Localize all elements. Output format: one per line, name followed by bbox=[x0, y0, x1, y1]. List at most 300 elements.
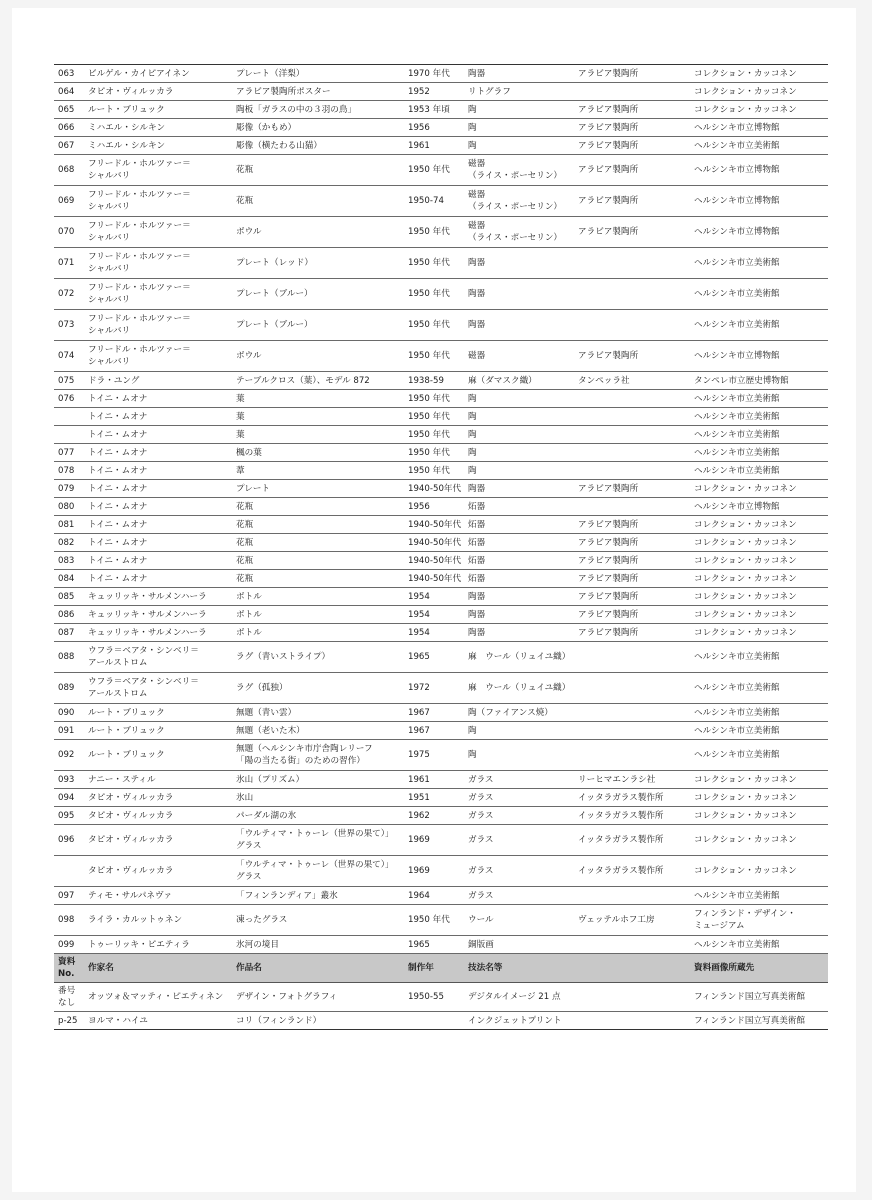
cell-artist bbox=[84, 408, 232, 426]
owner-text: ヘルシンキ市立美術館 bbox=[694, 725, 780, 736]
year-text: 1970 年代 bbox=[408, 68, 450, 79]
maker-text: イッタラガラス製作所 bbox=[578, 792, 664, 803]
artwork-list-table bbox=[54, 64, 828, 1030]
cell-no bbox=[54, 119, 84, 137]
cell-no bbox=[54, 606, 84, 624]
artist-text: トイニ・ムオナ bbox=[88, 465, 148, 476]
maker-text: アラビア製陶所 bbox=[578, 591, 639, 602]
title-text: 無題（ヘルシンキ市庁舎陶レリーフ 「陽の当たる街」のための習作） bbox=[236, 744, 373, 766]
cell-owner bbox=[690, 936, 828, 954]
title-text: ボウル bbox=[236, 351, 262, 361]
cell-year bbox=[404, 588, 464, 606]
title-text: プレート（レッド） bbox=[236, 258, 313, 268]
table-row bbox=[54, 341, 828, 372]
cell-owner bbox=[690, 807, 828, 825]
cell-no bbox=[54, 462, 84, 480]
cell-no bbox=[54, 887, 84, 905]
owner-text: コレクション・カッコネン bbox=[694, 774, 797, 785]
cell-artist bbox=[84, 186, 232, 217]
title-text: デザイン・フォトグラフィ bbox=[236, 992, 338, 1002]
cell-technique bbox=[464, 155, 574, 186]
table-row bbox=[54, 552, 828, 570]
technique-text: 麻（ダマスク織） bbox=[468, 375, 537, 386]
year-text: 制作年 bbox=[408, 963, 434, 973]
cell-owner bbox=[690, 983, 828, 1012]
technique-text: デジタルイメージ 21 点 bbox=[468, 992, 561, 1002]
table-row bbox=[54, 722, 828, 740]
cell-maker bbox=[574, 606, 690, 624]
cell-year bbox=[404, 372, 464, 390]
cell-maker bbox=[574, 570, 690, 588]
artist-text: タピオ・ヴィルッカラ bbox=[88, 810, 174, 821]
cell-year bbox=[404, 771, 464, 789]
cell-maker bbox=[574, 936, 690, 954]
no-text: 079 bbox=[58, 483, 75, 494]
cell-technique bbox=[464, 825, 574, 856]
cell-no bbox=[54, 740, 84, 771]
technique-text: 炻器 bbox=[468, 573, 486, 584]
maker-text: アラビア製陶所 bbox=[578, 165, 639, 175]
owner-text: コレクション・カッコネン bbox=[694, 555, 797, 566]
cell-owner bbox=[690, 279, 828, 310]
cell-technique bbox=[464, 1012, 574, 1030]
no-text: 資料 No. bbox=[58, 957, 76, 979]
maker-text: アラビア製陶所 bbox=[578, 351, 639, 361]
cell-owner bbox=[690, 606, 828, 624]
artist-text: ミハエル・シルキン bbox=[88, 140, 166, 151]
owner-text: コレクション・カッコネン bbox=[694, 627, 797, 638]
cell-title bbox=[232, 887, 404, 905]
owner-text: ヘルシンキ市立博物館 bbox=[694, 227, 780, 237]
maker-text: リーヒマエンラシ社 bbox=[578, 774, 656, 785]
owner-text: コレクション・カッコネン bbox=[694, 792, 797, 803]
cell-owner bbox=[690, 101, 828, 119]
title-text: 氷山（プリズム） bbox=[236, 774, 305, 785]
cell-title bbox=[232, 310, 404, 341]
no-text: 068 bbox=[58, 165, 75, 175]
no-text: 099 bbox=[58, 939, 75, 950]
table-row bbox=[54, 119, 828, 137]
owner-text: ヘルシンキ市立美術館 bbox=[694, 393, 780, 404]
cell-maker bbox=[574, 552, 690, 570]
cell-no bbox=[54, 101, 84, 119]
technique-text: 陶器 bbox=[468, 591, 486, 602]
cell-maker bbox=[574, 954, 690, 983]
no-text: 069 bbox=[58, 196, 75, 206]
cell-no bbox=[54, 534, 84, 552]
cell-technique bbox=[464, 462, 574, 480]
table-row bbox=[54, 279, 828, 310]
title-text: 花瓶 bbox=[236, 573, 254, 584]
technique-text: ウール bbox=[468, 915, 494, 925]
artist-text: トイニ・ムオナ bbox=[88, 501, 148, 512]
cell-technique bbox=[464, 65, 574, 83]
cell-artist bbox=[84, 624, 232, 642]
cell-maker bbox=[574, 498, 690, 516]
cell-title bbox=[232, 552, 404, 570]
technique-text: リトグラフ bbox=[468, 86, 511, 97]
cell-owner bbox=[690, 217, 828, 248]
owner-text: フィンランド・デザイン・ ミュージアム bbox=[694, 909, 796, 931]
cell-maker bbox=[574, 65, 690, 83]
year-text: 1964 bbox=[408, 890, 430, 901]
no-text: 086 bbox=[58, 609, 75, 620]
owner-text: コレクション・カッコネン bbox=[694, 835, 797, 845]
year-text: 1940-50年代 bbox=[408, 483, 462, 494]
title-text: 無題（青い雲） bbox=[236, 707, 297, 718]
cell-no bbox=[54, 771, 84, 789]
technique-text: 陶 bbox=[468, 750, 477, 760]
artist-text: フリードル・ホルツァー＝ シャルバリ bbox=[88, 314, 191, 336]
owner-text: ヘルシンキ市立美術館 bbox=[694, 447, 780, 458]
cell-owner bbox=[690, 137, 828, 155]
year-text: 1954 bbox=[408, 627, 430, 638]
year-text: 1967 bbox=[408, 707, 430, 718]
cell-technique bbox=[464, 119, 574, 137]
owner-text: ヘルシンキ市立美術館 bbox=[694, 939, 780, 950]
cell-owner bbox=[690, 186, 828, 217]
owner-text: ヘルシンキ市立美術館 bbox=[694, 465, 780, 476]
cell-year bbox=[404, 498, 464, 516]
cell-title bbox=[232, 983, 404, 1012]
technique-text: 陶器 bbox=[468, 258, 486, 268]
cell-technique bbox=[464, 552, 574, 570]
cell-owner bbox=[690, 771, 828, 789]
cell-year bbox=[404, 248, 464, 279]
year-text: 1953 年頃 bbox=[408, 104, 450, 115]
technique-text: ガラス bbox=[468, 792, 494, 803]
cell-owner bbox=[690, 570, 828, 588]
owner-text: ヘルシンキ市立美術館 bbox=[694, 320, 780, 330]
cell-maker bbox=[574, 789, 690, 807]
cell-owner bbox=[690, 1012, 828, 1030]
cell-technique bbox=[464, 887, 574, 905]
title-text: 陶板「ガラスの中の３羽の鳥」 bbox=[236, 104, 357, 115]
cell-year bbox=[404, 186, 464, 217]
table-row bbox=[54, 248, 828, 279]
table-row bbox=[54, 887, 828, 905]
cell-artist bbox=[84, 155, 232, 186]
cell-technique bbox=[464, 807, 574, 825]
title-text: ボトル bbox=[236, 609, 262, 620]
artist-text: フリードル・ホルツァー＝ シャルバリ bbox=[88, 190, 191, 212]
owner-text: ヘルシンキ市立博物館 bbox=[694, 122, 780, 133]
table-row bbox=[54, 408, 828, 426]
cell-title bbox=[232, 740, 404, 771]
year-text: 1950 年代 bbox=[408, 465, 450, 476]
year-text: 1940-50年代 bbox=[408, 555, 462, 566]
year-text: 1950 年代 bbox=[408, 227, 450, 237]
cell-maker bbox=[574, 372, 690, 390]
cell-year bbox=[404, 83, 464, 101]
technique-text: 麻 ウール（リュイユ織） bbox=[468, 683, 571, 693]
no-text: 094 bbox=[58, 792, 75, 803]
cell-title bbox=[232, 936, 404, 954]
owner-text: ヘルシンキ市立美術館 bbox=[694, 652, 780, 662]
artist-text: トイニ・ムオナ bbox=[88, 519, 148, 530]
table-row bbox=[54, 186, 828, 217]
no-text: 071 bbox=[58, 258, 75, 268]
cell-owner bbox=[690, 310, 828, 341]
cell-title bbox=[232, 673, 404, 704]
technique-text: 陶 bbox=[468, 725, 477, 736]
year-text: 1950 年代 bbox=[408, 165, 450, 175]
cell-year bbox=[404, 516, 464, 534]
technique-text: 炻器 bbox=[468, 501, 486, 512]
cell-year bbox=[404, 534, 464, 552]
technique-text: 磁器 （ライス・ポーセリン） bbox=[468, 190, 563, 212]
cell-artist bbox=[84, 954, 232, 983]
artist-text: フリードル・ホルツァー＝ シャルバリ bbox=[88, 221, 191, 243]
title-text: 氷河の境目 bbox=[236, 939, 279, 950]
cell-technique bbox=[464, 588, 574, 606]
maker-text: アラビア製陶所 bbox=[578, 196, 639, 206]
table-row bbox=[54, 983, 828, 1012]
owner-text: コレクション・カッコネン bbox=[694, 573, 797, 584]
cell-year bbox=[404, 673, 464, 704]
cell-owner bbox=[690, 704, 828, 722]
artist-text: トイニ・ムオナ bbox=[88, 555, 148, 566]
cell-maker bbox=[574, 310, 690, 341]
year-text: 1972 bbox=[408, 683, 430, 693]
table-row bbox=[54, 588, 828, 606]
cell-year bbox=[404, 119, 464, 137]
owner-text: ヘルシンキ市立博物館 bbox=[694, 501, 780, 512]
cell-owner bbox=[690, 588, 828, 606]
cell-technique bbox=[464, 390, 574, 408]
no-text: 093 bbox=[58, 774, 75, 785]
cell-title bbox=[232, 480, 404, 498]
year-text: 1950 年代 bbox=[408, 351, 450, 361]
cell-artist bbox=[84, 462, 232, 480]
artist-text: ルート・ブリュック bbox=[88, 707, 165, 718]
artist-text: ティモ・サルパネヴァ bbox=[88, 890, 173, 901]
cell-no bbox=[54, 498, 84, 516]
cell-artist bbox=[84, 279, 232, 310]
owner-text: ヘルシンキ市立博物館 bbox=[694, 196, 780, 206]
no-text: 074 bbox=[58, 351, 75, 361]
cell-artist bbox=[84, 673, 232, 704]
owner-text: コレクション・カッコネン bbox=[694, 104, 797, 115]
cell-technique bbox=[464, 516, 574, 534]
title-text: 「フィンランディア」叢氷 bbox=[236, 890, 338, 901]
cell-year bbox=[404, 983, 464, 1012]
year-text: 1938-59 bbox=[408, 375, 444, 386]
cell-title bbox=[232, 807, 404, 825]
year-text: 1950 年代 bbox=[408, 393, 450, 404]
table-row bbox=[54, 310, 828, 341]
cell-title bbox=[232, 248, 404, 279]
technique-text: 磁器 （ライス・ポーセリン） bbox=[468, 221, 563, 243]
cell-year bbox=[404, 462, 464, 480]
table-row bbox=[54, 444, 828, 462]
cell-artist bbox=[84, 310, 232, 341]
table-header-row bbox=[54, 954, 828, 983]
technique-text: 陶器 bbox=[468, 627, 486, 638]
cell-maker bbox=[574, 588, 690, 606]
cell-title bbox=[232, 426, 404, 444]
year-text: 1950 年代 bbox=[408, 320, 450, 330]
cell-artist bbox=[84, 83, 232, 101]
title-text: プレート bbox=[236, 483, 271, 494]
title-text: 葦 bbox=[236, 465, 245, 476]
title-text: 彫像（横たわる山猫） bbox=[236, 140, 322, 151]
cell-no bbox=[54, 516, 84, 534]
cell-year bbox=[404, 642, 464, 673]
cell-maker bbox=[574, 807, 690, 825]
cell-artist bbox=[84, 552, 232, 570]
cell-no bbox=[54, 789, 84, 807]
title-text: テーブルクロス（葉）、モデル 872 bbox=[236, 375, 370, 386]
cell-year bbox=[404, 954, 464, 983]
table-row bbox=[54, 498, 828, 516]
no-text: 084 bbox=[58, 573, 75, 584]
cell-maker bbox=[574, 155, 690, 186]
cell-technique bbox=[464, 498, 574, 516]
title-text: 葉 bbox=[236, 429, 245, 440]
title-text: プレート（洋梨） bbox=[236, 68, 305, 79]
technique-text: 陶器 bbox=[468, 289, 486, 299]
cell-maker bbox=[574, 186, 690, 217]
cell-year bbox=[404, 480, 464, 498]
cell-year bbox=[404, 390, 464, 408]
cell-title bbox=[232, 704, 404, 722]
cell-maker bbox=[574, 856, 690, 887]
cell-technique bbox=[464, 408, 574, 426]
cell-year bbox=[404, 856, 464, 887]
artist-text: フリードル・ホルツァー＝ シャルバリ bbox=[88, 159, 191, 181]
no-text: 番号 なし bbox=[58, 986, 76, 1008]
cell-technique bbox=[464, 480, 574, 498]
cell-title bbox=[232, 137, 404, 155]
technique-text: 麻 ウール（リュイユ織） bbox=[468, 652, 571, 662]
cell-owner bbox=[690, 673, 828, 704]
cell-title bbox=[232, 1012, 404, 1030]
cell-artist bbox=[84, 905, 232, 936]
cell-artist bbox=[84, 426, 232, 444]
cell-maker bbox=[574, 217, 690, 248]
cell-no bbox=[54, 807, 84, 825]
cell-title bbox=[232, 534, 404, 552]
cell-year bbox=[404, 905, 464, 936]
maker-text: アラビア製陶所 bbox=[578, 519, 639, 530]
cell-title bbox=[232, 83, 404, 101]
maker-text: イッタラガラス製作所 bbox=[578, 810, 664, 821]
cell-technique bbox=[464, 186, 574, 217]
technique-text: ガラス bbox=[468, 890, 494, 901]
cell-maker bbox=[574, 83, 690, 101]
title-text: プレート（ブルー） bbox=[236, 289, 313, 299]
table-row bbox=[54, 1012, 828, 1030]
technique-text: 陶 bbox=[468, 465, 477, 476]
cell-year bbox=[404, 408, 464, 426]
cell-artist bbox=[84, 887, 232, 905]
cell-maker bbox=[574, 673, 690, 704]
cell-no bbox=[54, 444, 84, 462]
no-text: 067 bbox=[58, 140, 75, 151]
cell-title bbox=[232, 570, 404, 588]
title-text: 葉 bbox=[236, 411, 245, 422]
cell-no bbox=[54, 624, 84, 642]
technique-text: 陶 bbox=[468, 411, 477, 422]
artist-text: ミハエル・シルキン bbox=[88, 122, 166, 133]
year-text: 1940-50年代 bbox=[408, 519, 462, 530]
cell-title bbox=[232, 516, 404, 534]
cell-year bbox=[404, 789, 464, 807]
owner-text: ヘルシンキ市立美術館 bbox=[694, 411, 780, 422]
cell-no bbox=[54, 588, 84, 606]
artist-text: キュッリッキ・サルメンハーラ bbox=[88, 627, 207, 638]
no-text: p-25 bbox=[58, 1015, 78, 1026]
year-text: 1965 bbox=[408, 652, 430, 662]
technique-text: 炻器 bbox=[468, 555, 486, 566]
owner-text: タンペレ市立歴史博物館 bbox=[694, 375, 789, 386]
owner-text: コレクション・カッコネン bbox=[694, 519, 797, 530]
year-text: 1965 bbox=[408, 939, 430, 950]
cell-owner bbox=[690, 498, 828, 516]
table-row bbox=[54, 372, 828, 390]
technique-text: 陶（ファイアンス焼） bbox=[468, 707, 553, 718]
maker-text: アラビア製陶所 bbox=[578, 609, 639, 620]
title-text: プレート（ブルー） bbox=[236, 320, 313, 330]
cell-no bbox=[54, 480, 84, 498]
title-text: 花瓶 bbox=[236, 519, 254, 530]
cell-owner bbox=[690, 516, 828, 534]
cell-year bbox=[404, 624, 464, 642]
no-text: 080 bbox=[58, 501, 75, 512]
technique-text: インクジェットプリント bbox=[468, 1015, 562, 1026]
cell-maker bbox=[574, 341, 690, 372]
title-text: 「ウルティマ・トゥーレ（世界の果て）」 グラス bbox=[236, 829, 394, 851]
cell-owner bbox=[690, 426, 828, 444]
cell-artist bbox=[84, 444, 232, 462]
cell-owner bbox=[690, 905, 828, 936]
maker-text: アラビア製陶所 bbox=[578, 483, 639, 494]
artist-text: ウフラ＝ベアタ・シンベリ＝ アールストロム bbox=[88, 677, 199, 699]
maker-text: アラビア製陶所 bbox=[578, 227, 639, 237]
title-text: 花瓶 bbox=[236, 196, 254, 206]
artist-text: キュッリッキ・サルメンハーラ bbox=[88, 591, 207, 602]
artist-text: フリードル・ホルツァー＝ シャルバリ bbox=[88, 283, 191, 305]
cell-artist bbox=[84, 480, 232, 498]
cell-no bbox=[54, 704, 84, 722]
cell-year bbox=[404, 65, 464, 83]
year-text: 1954 bbox=[408, 591, 430, 602]
cell-artist bbox=[84, 516, 232, 534]
cell-no bbox=[54, 186, 84, 217]
owner-text: コレクション・カッコネン bbox=[694, 86, 797, 97]
table-row bbox=[54, 217, 828, 248]
year-text: 1950 年代 bbox=[408, 289, 450, 299]
cell-artist bbox=[84, 983, 232, 1012]
artist-text: トイニ・ムオナ bbox=[88, 447, 148, 458]
maker-text: タンペッラ社 bbox=[578, 375, 630, 386]
cell-artist bbox=[84, 498, 232, 516]
cell-no bbox=[54, 936, 84, 954]
owner-text: フィンランド国立写真美術館 bbox=[694, 992, 806, 1002]
cell-no bbox=[54, 673, 84, 704]
cell-no bbox=[54, 372, 84, 390]
no-text: 091 bbox=[58, 725, 75, 736]
no-text: 077 bbox=[58, 447, 75, 458]
owner-text: ヘルシンキ市立美術館 bbox=[694, 683, 780, 693]
artist-text: ルート・ブリュック bbox=[88, 104, 165, 115]
cell-owner bbox=[690, 408, 828, 426]
cell-owner bbox=[690, 341, 828, 372]
technique-text: 磁器 （ライス・ポーセリン） bbox=[468, 159, 563, 181]
artist-text: フリードル・ホルツァー＝ シャルバリ bbox=[88, 345, 191, 367]
cell-no bbox=[54, 570, 84, 588]
